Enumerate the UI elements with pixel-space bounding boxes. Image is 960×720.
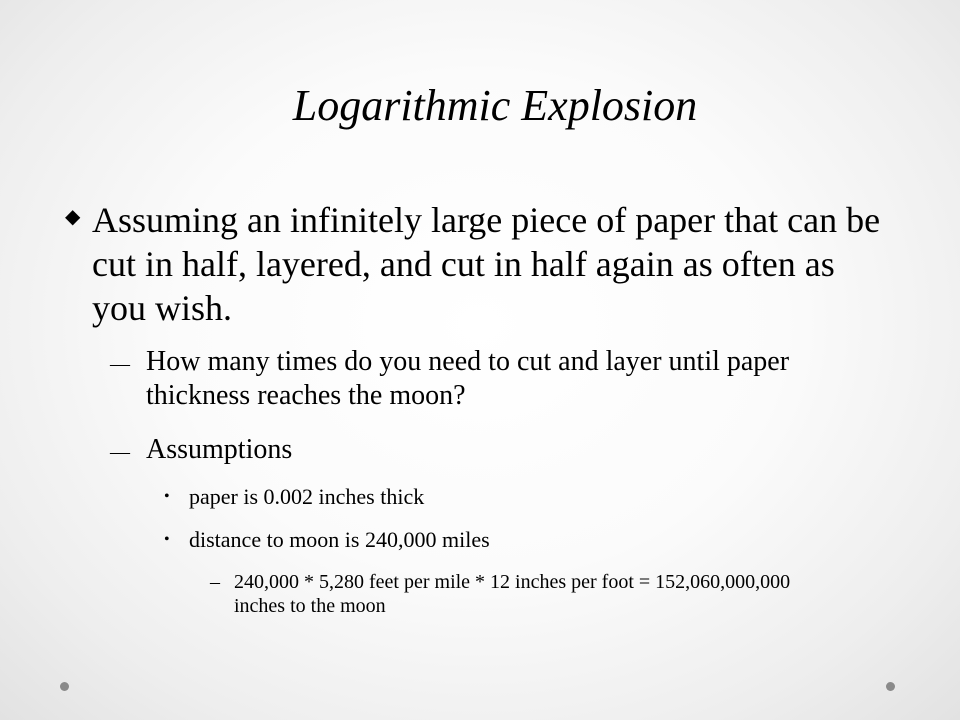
diamond-bullet-icon: ◆ xyxy=(65,206,81,228)
sub-bullet-question xyxy=(110,345,866,413)
slide-title: Logarithmic Explosion xyxy=(292,81,698,130)
assumption-text: distance to moon is 240,000 miles xyxy=(189,527,490,552)
assumption-text: paper is 0.002 inches thick xyxy=(189,484,425,509)
dot-bullet-icon: • xyxy=(164,531,170,548)
main-bullet xyxy=(65,198,892,330)
assumption-item xyxy=(164,484,869,510)
sub-bullet-text: Assumptions xyxy=(146,434,293,465)
corner-dot-left-icon xyxy=(60,682,69,691)
main-bullet-text: Assuming an infinitely large piece of paper that can be cut in half, layered, and cut in half again as often as you wish. xyxy=(92,200,881,328)
calculation-text: 240,000 * 5,280 feet per mile * 12 inches per foot = 152,060,000,000 inches to the moon xyxy=(234,571,791,617)
dash-bullet-icon: — xyxy=(110,353,130,375)
sub-bullet-text: How many times do you need to cut and layer until paper thickness reaches the moon? xyxy=(146,346,790,411)
dash-bullet-icon: — xyxy=(110,441,130,463)
calculation-item xyxy=(210,570,834,618)
sub-bullet-assumptions xyxy=(110,433,866,467)
corner-dot-right-icon xyxy=(886,682,895,691)
dot-bullet-icon: • xyxy=(164,488,170,505)
assumption-item xyxy=(164,527,869,553)
dash-bullet-icon: – xyxy=(210,571,220,593)
